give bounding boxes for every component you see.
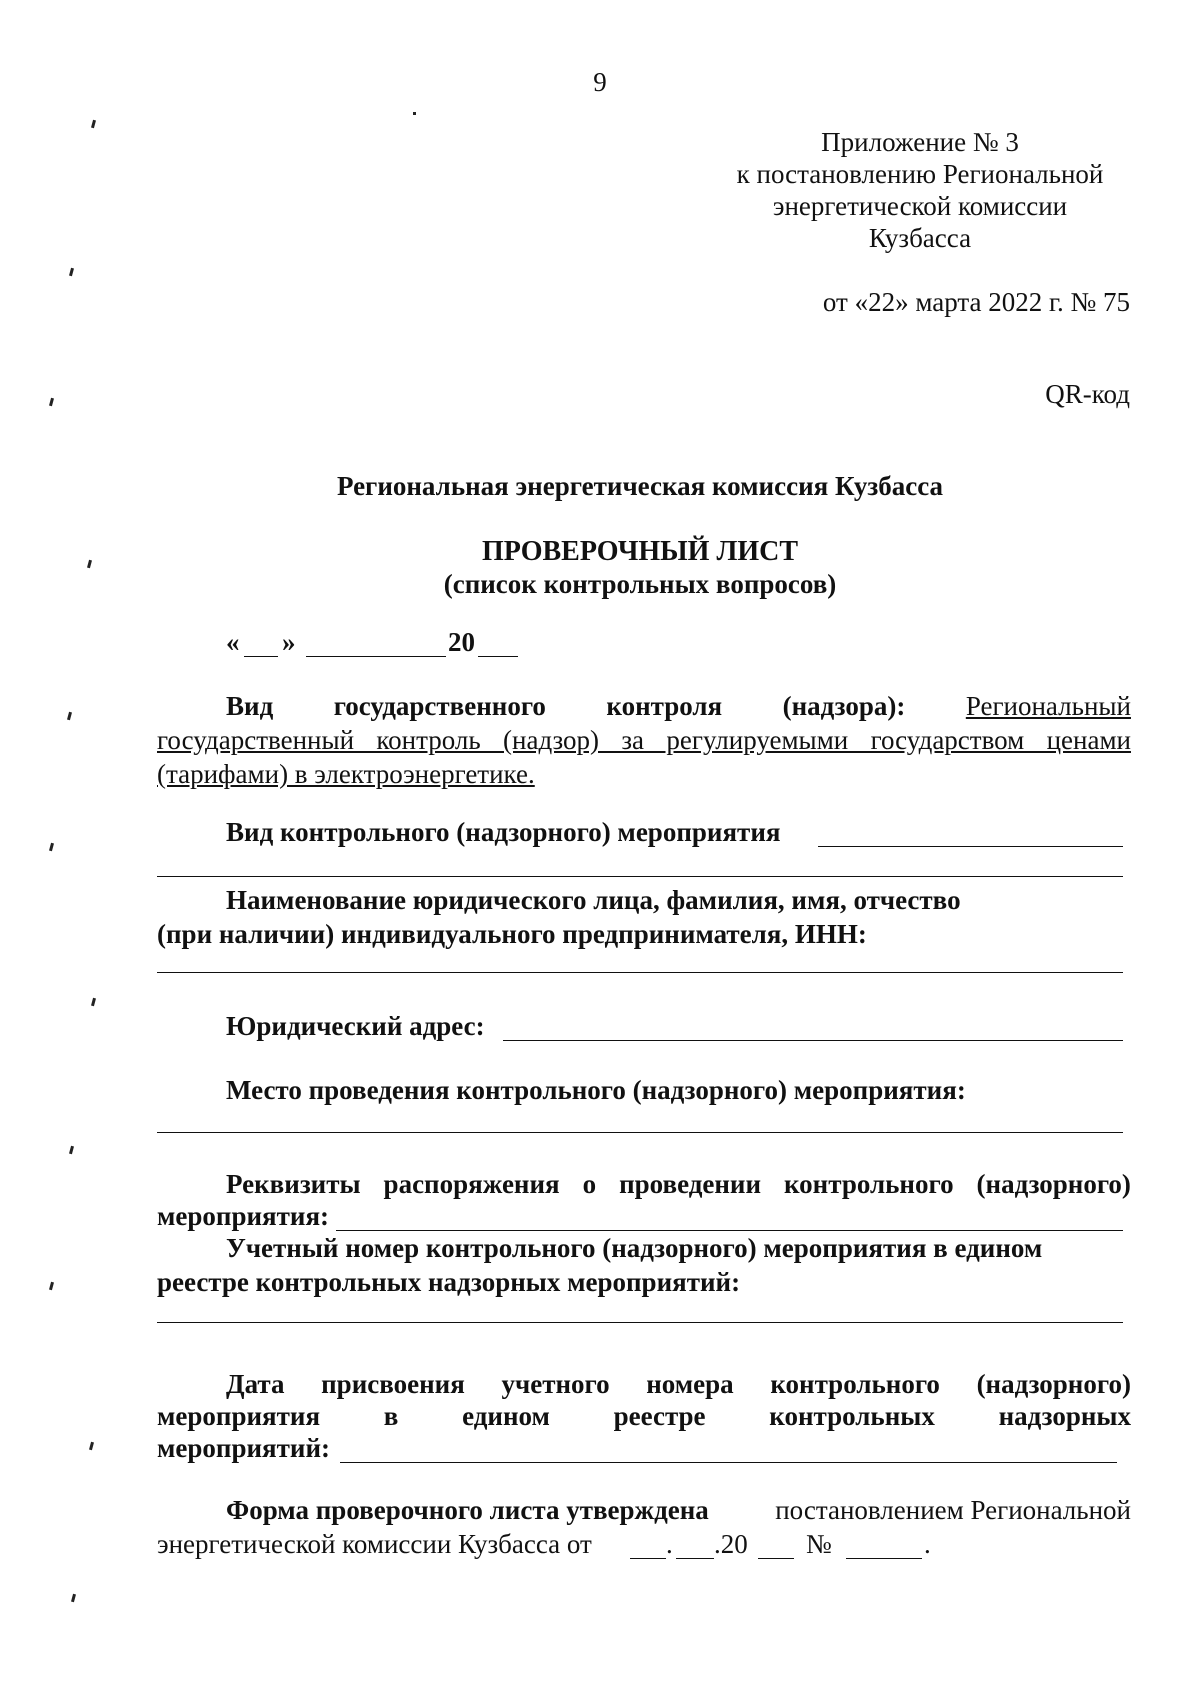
day-blank[interactable] bbox=[244, 656, 278, 657]
scan-speck bbox=[69, 268, 74, 277]
scan-speck bbox=[89, 1442, 94, 1451]
appendix-date: от «22» марта 2022 г. № 75 bbox=[822, 287, 1130, 317]
control-type-line-1 bbox=[226, 690, 1131, 722]
page-number: 9 bbox=[593, 67, 607, 97]
registry-date-word: присвоения bbox=[321, 1369, 465, 1399]
document-title: ПРОВЕРОЧНЫЙ ЛИСТ bbox=[481, 536, 798, 567]
scan-speck bbox=[67, 712, 72, 721]
entity-name-label-1: Наименование юридического лица, фамилия, имя, отчество bbox=[226, 885, 961, 915]
registry-date-word: учетного bbox=[501, 1369, 610, 1399]
order-details-blank[interactable] bbox=[336, 1230, 1123, 1231]
scan-speck bbox=[87, 560, 92, 569]
footer-number-sign: № bbox=[806, 1529, 832, 1559]
appendix-line-2: к постановлению Региональной bbox=[736, 159, 1104, 189]
document-subtitle: (список контрольных вопросов) bbox=[443, 569, 837, 599]
registry-date-word: контрольного bbox=[770, 1369, 940, 1399]
date-open-quote: « bbox=[226, 627, 240, 657]
control-type-value-start: Региональный bbox=[965, 691, 1131, 721]
footer-end-dot: . bbox=[924, 1529, 931, 1559]
legal-address-blank[interactable] bbox=[503, 1040, 1123, 1041]
order-details-word: (надзорного) bbox=[976, 1169, 1131, 1199]
appendix-line-3: энергетической комиссии bbox=[772, 191, 1068, 221]
order-details-word: Реквизиты bbox=[226, 1169, 361, 1199]
scan-speck bbox=[413, 112, 416, 115]
organization-title: Региональная энергетическая комиссия Кузбасса bbox=[336, 471, 944, 501]
control-type-word: государственного bbox=[333, 691, 546, 721]
registry-date-word: едином bbox=[462, 1401, 550, 1431]
order-details-word: контрольного bbox=[783, 1169, 954, 1199]
legal-address-label: Юридический адрес: bbox=[226, 1011, 485, 1041]
footer-normal-text: постановлением Региональной bbox=[775, 1495, 1131, 1525]
registry-date-word: номера bbox=[646, 1369, 734, 1399]
registry-date-word: в bbox=[383, 1401, 399, 1431]
footer-year-prefix: .20 bbox=[714, 1529, 748, 1559]
month-blank[interactable] bbox=[306, 656, 446, 657]
footer-day-blank[interactable] bbox=[630, 1558, 666, 1559]
registry-date-word: контрольных bbox=[769, 1401, 935, 1431]
footer-month-blank[interactable] bbox=[676, 1558, 714, 1559]
entity-name-blank[interactable] bbox=[157, 972, 1123, 973]
registry-number-label-2: реестре контрольных надзорных мероприятий: bbox=[157, 1267, 741, 1297]
order-details-word: проведении bbox=[619, 1169, 762, 1199]
scan-speck bbox=[91, 998, 96, 1007]
entity-name-label-2: (при наличии) индивидуального предпринимателя, ИНН: bbox=[157, 919, 867, 949]
footer-year-blank[interactable] bbox=[758, 1558, 794, 1559]
event-type-label: Вид контрольного (надзорного) мероприятия bbox=[226, 817, 781, 847]
year-prefix: 20 bbox=[448, 627, 475, 657]
scan-speck bbox=[71, 1594, 76, 1603]
registry-number-label-1: Учетный номер контрольного (надзорного) мероприятия в едином bbox=[226, 1233, 1043, 1263]
control-type-line-3: (тарифами) в электроэнергетике. bbox=[157, 759, 535, 789]
footer-line-2: энергетической комиссии Кузбасса от bbox=[157, 1529, 592, 1559]
control-type-word: (надзора): bbox=[782, 691, 906, 721]
footer-line-1 bbox=[226, 1494, 1131, 1526]
scan-speck bbox=[49, 398, 54, 407]
control-type-word: контроля bbox=[606, 691, 723, 721]
control-type-word: Вид bbox=[226, 691, 274, 721]
order-details-line-1 bbox=[226, 1168, 1131, 1200]
scan-speck bbox=[91, 120, 96, 129]
order-details-word: распоряжения bbox=[383, 1169, 560, 1199]
registry-number-blank[interactable] bbox=[157, 1322, 1123, 1323]
registry-date-label-3: мероприятий: bbox=[157, 1433, 330, 1463]
scan-speck bbox=[69, 1146, 74, 1155]
scan-speck bbox=[49, 843, 54, 852]
scan-speck bbox=[49, 1282, 54, 1291]
order-details-label-2: мероприятия: bbox=[157, 1201, 330, 1231]
order-details-word: о bbox=[582, 1169, 597, 1199]
qr-code-label: QR-код bbox=[1045, 379, 1130, 409]
registry-date-line-1 bbox=[226, 1368, 1131, 1400]
control-type-line-2 bbox=[157, 724, 1131, 756]
event-place-label: Место проведения контрольного (надзорного) мероприятия: bbox=[226, 1075, 966, 1105]
event-place-blank[interactable] bbox=[157, 1132, 1123, 1133]
date-close-quote: » bbox=[282, 627, 296, 657]
registry-date-word: реестре bbox=[613, 1401, 706, 1431]
appendix-line-1: Приложение № 3 bbox=[821, 127, 1019, 157]
registry-date-line-2 bbox=[157, 1400, 1131, 1432]
control-type-value-line-2: государственный контроль (надзор) за регулируемыми государством ценами bbox=[157, 725, 1131, 755]
registry-date-word: (надзорного) bbox=[976, 1369, 1131, 1399]
registry-date-word: Дата bbox=[226, 1369, 285, 1399]
footer-number-blank[interactable] bbox=[846, 1558, 922, 1559]
registry-date-word: мероприятия bbox=[157, 1401, 321, 1431]
registry-date-blank[interactable] bbox=[340, 1462, 1117, 1463]
footer-bold-text: Форма проверочного листа утверждена bbox=[226, 1495, 709, 1525]
footer-dot-1: . bbox=[666, 1529, 673, 1559]
appendix-line-4: Кузбасса bbox=[868, 223, 972, 253]
event-type-blank-1[interactable] bbox=[818, 846, 1123, 847]
year-blank[interactable] bbox=[478, 656, 518, 657]
registry-date-word: надзорных bbox=[998, 1401, 1131, 1431]
event-type-blank-2[interactable] bbox=[157, 876, 1123, 877]
